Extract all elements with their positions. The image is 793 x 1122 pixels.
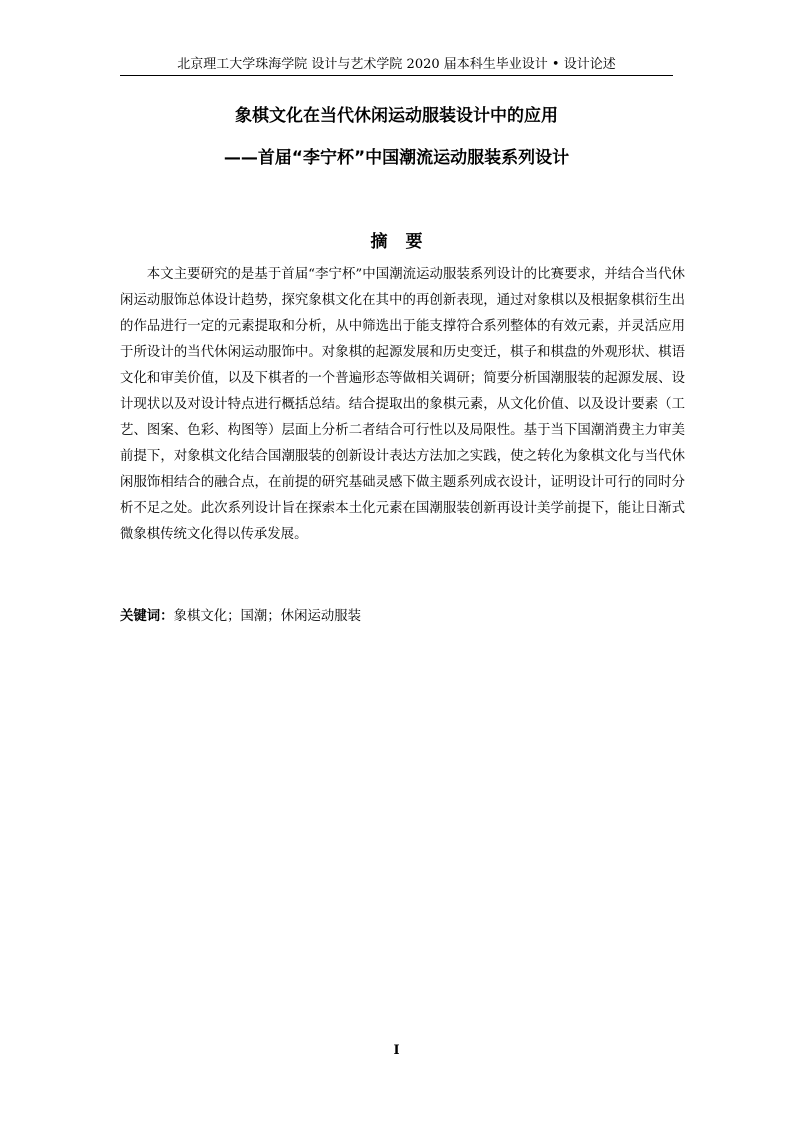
abstract-heading: 摘要 [370, 232, 441, 252]
page-number: I [393, 1043, 400, 1058]
keywords-value: 象棋文化；国潮；休闲运动服装 [173, 609, 362, 624]
abstract-body: 本文主要研究的是基于首届“李宁杯”中国潮流运动服装系列设计的比赛要求，并结合当代休闲运动服饰总体设计趋势，探究象棋文化在其中的再创新表现，通过对象棋以及根据象棋衍生出的作品进行一定的元素提取和分析，从中筛选出于能支撑符合系列整体的有效元素，并灵活应用于所设计的当代休闲运动服饰中。对象棋的起源发展和历史变迁，棋子和棋盘的外观形状、棋语文化和审美价值，以及下棋者的一个普遍形态等做相关调研；简要分析国潮服装的起源发展、设计现状以及对设计特点进行概括总结。结合提取出的象棋元素，从文化价值、以及设计要素（工艺、图案、色彩、构图等）层面上分析二者结合可行性以及局限性。基于当下国潮消费主力审美前提下，对象棋文化结合国潮服装的创新设计表达方法加之实践，使之转化为象棋文化与当代休闲服饰相结合的融合点，在前提的研究基础灵感下做主题系列成衣设计，证明设计可行的同时分析不足之处。此次系列设计旨在探索本土化元素在国潮服装创新再设计美学前提下，能让日渐式微象棋传统文化得以传承发展。 [120, 267, 685, 542]
header-rule [120, 75, 673, 76]
keywords-label: 关键词： [120, 609, 174, 624]
document-title: 象棋文化在当代休闲运动服装设计中的应用 [235, 106, 558, 126]
keywords-line [120, 604, 685, 630]
document-subtitle: ——首届“李宁杯”中国潮流运动服装系列设计 [223, 148, 570, 168]
running-header: 北京理工大学珠海学院 设计与艺术学院 2020 届本科生毕业设计 • 设计论述 [177, 57, 616, 72]
